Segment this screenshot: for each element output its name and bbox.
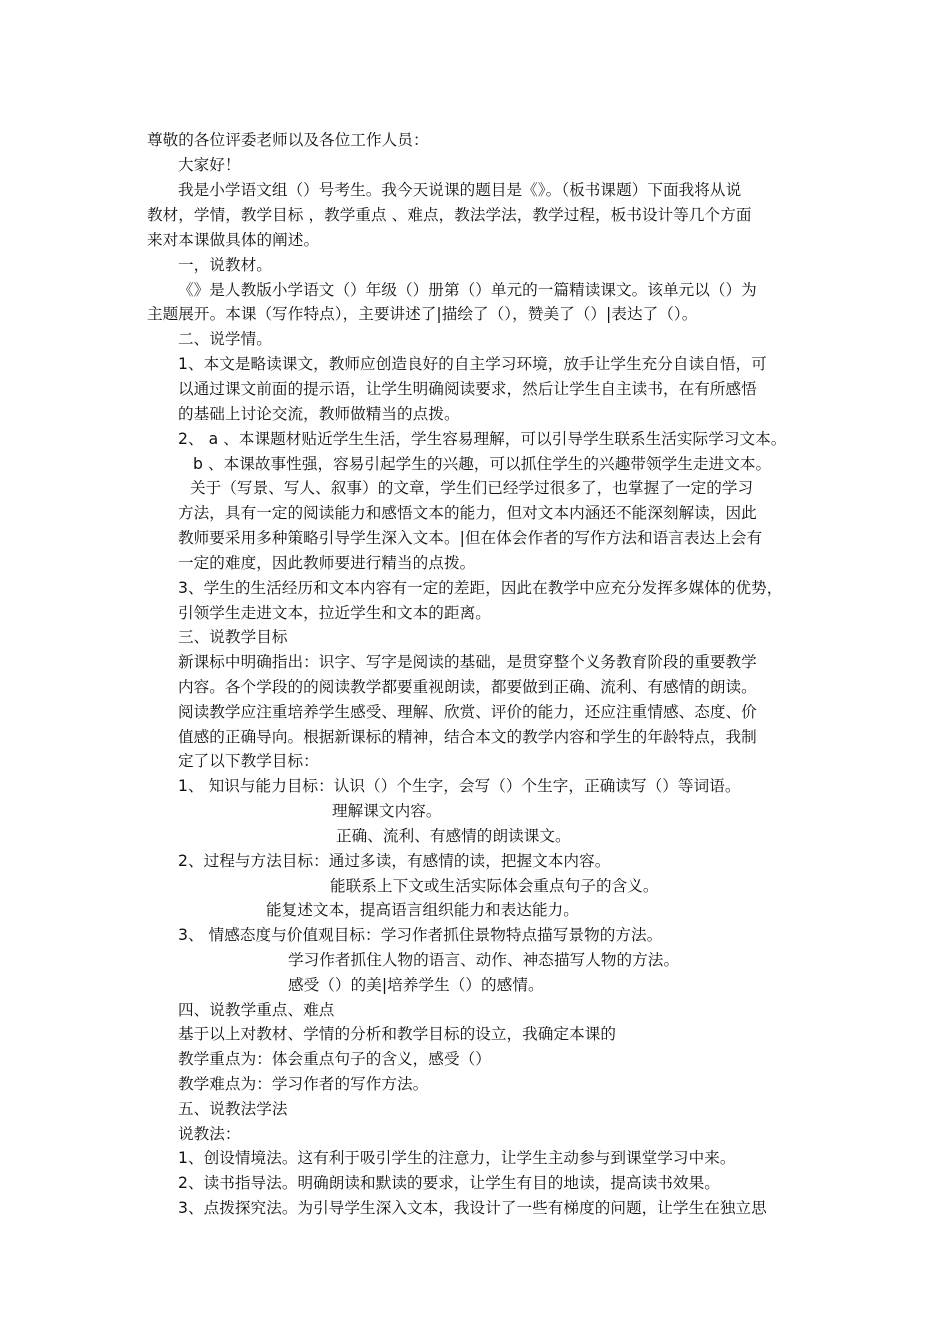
method-3: 3、点拨探究法。为引导学生深入文本，我设计了一些有梯度的问题，让学生在独立思: [178, 1199, 767, 1217]
learner-line-10: 3、学生的生活经历和文本内容有一定的差距，因此在教学中应充分发挥多媒体的优势，: [178, 579, 783, 597]
learner-line-3: 的基础上讨论交流，教师做精当的点拨。: [178, 405, 460, 423]
goal-1-sub-1: 理解课文内容。: [332, 802, 442, 820]
method-2: 2、读书指导法。明确朗读和默读的要求，让学生有目的地读，提高读书效果。: [178, 1174, 720, 1192]
goal-2-sub-1: 能联系上下文或生活实际体会重点句子的含义。: [330, 877, 659, 895]
learner-line-8: 教师要采用多种策略引导学生深入文本。|但在体会作者的写作方法和语言表达上会有: [178, 529, 763, 547]
section-heading-4: 四、说教学重点、难点: [178, 1001, 335, 1019]
goal-3: 3、 情感态度与价值观目标：学习作者抓住景物特点描写景物的方法。: [178, 926, 663, 944]
learner-line-4: 2、 a 、本课题材贴近学生生活，学生容易理解，可以引导学生联系生活实际学习文本。: [178, 430, 787, 448]
focus-line-2: 教学重点为：体会重点句子的含义，感受（）: [178, 1050, 491, 1068]
goals-line-5: 定了以下教学目标：: [178, 752, 319, 770]
learner-line-5: b 、本课故事性强，容易引起学生的兴趣，可以抓住学生的兴趣带领学生走进文本。: [193, 455, 772, 473]
learner-line-1: 1、本文是略读课文，教师应创造良好的自主学习环境，放手让学生充分自读自悟，可: [178, 355, 767, 373]
intro-line-1: 我是小学语文组（）号考生。我今天说课的题目是《》。（板书课题）下面我将从说: [178, 181, 742, 199]
goals-line-3: 阅读教学应注重培养学生感受、理解、欣赏、评价的能力，还应注重情感、态度、价: [178, 703, 757, 721]
learner-line-7: 方法，具有一定的阅读能力和感悟文本的能力，但对文本内涵还不能深刻解读，因此: [178, 504, 757, 522]
focus-line-1: 基于以上对教材、学情的分析和教学目标的设立，我确定本课的: [178, 1025, 617, 1043]
textbook-line-2: 主题展开。本课（写作特点），主要讲述了|描绘了（），赞美了（）|表达了（）。: [147, 305, 698, 323]
textbook-line-1: 《》是人教版小学语文（）年级（）册第（）单元的一篇精读课文。该单元以（）为: [178, 281, 757, 299]
methods-subheading: 说教法：: [178, 1125, 241, 1143]
focus-line-3: 教学难点为：学习作者的写作方法。: [178, 1075, 429, 1093]
goal-1-sub-2: 正确、流利、有感情的朗读课文。: [336, 827, 571, 845]
goal-3-sub-2: 感受（）的美|培养学生（）的感情。: [288, 976, 544, 994]
learner-line-11: 引领学生走进文本，拉近学生和文本的距离。: [178, 604, 491, 622]
method-1: 1、创设情境法。这有利于吸引学生的注意力，让学生主动参与到课堂学习中来。: [178, 1149, 736, 1167]
goals-line-2: 内容。各个学段的的阅读教学都要重视朗读，都要做到正确、流利、有感情的朗读。: [178, 678, 757, 696]
greeting: 大家好！: [178, 156, 241, 174]
learner-line-2: 以通过课文前面的提示语，让学生明确阅读要求，然后让学生自主读书，在有所感悟: [178, 380, 757, 398]
section-heading-3: 三、说教学目标: [178, 628, 288, 646]
learner-line-9: 一定的难度，因此教师要进行精当的点拨。: [178, 554, 476, 572]
intro-line-2: 教材，学情，教学目标 ，教学重点 、难点，教法学法，教学过程，板书设计等几个方面: [147, 206, 752, 224]
goals-line-4: 值感的正确导向。根据新课标的精神，结合本文的教学内容和学生的年龄特点，我制: [178, 728, 757, 746]
goal-2: 2、过程与方法目标：通过多读，有感情的读，把握文本内容。: [178, 852, 611, 870]
salutation: 尊敬的各位评委老师以及各位工作人员：: [147, 131, 429, 149]
section-heading-5: 五、说教法学法: [178, 1100, 288, 1118]
learner-line-6: 关于（写景、写人、叙事）的文章，学生们已经学过很多了，也掌握了一定的学习: [190, 479, 754, 497]
section-heading-1: 一，说教材。: [178, 256, 272, 274]
goal-3-sub-1: 学习作者抓住人物的语言、动作、神态描写人物的方法。: [288, 951, 680, 969]
intro-line-3: 来对本课做具体的阐述。: [147, 231, 320, 249]
goal-2-sub-2: 能复述文本，提高语言组织能力和表达能力。: [266, 901, 579, 919]
goal-1: 1、 知识与能力目标：认识（）个生字，会写（）个生字，正确读写（）等词语。: [178, 777, 741, 795]
section-heading-2: 二、说学情。: [178, 330, 272, 348]
goals-line-1: 新课标中明确指出：识字、写字是阅读的基础，是贯穿整个义务教育阶段的重要教学: [178, 653, 757, 671]
